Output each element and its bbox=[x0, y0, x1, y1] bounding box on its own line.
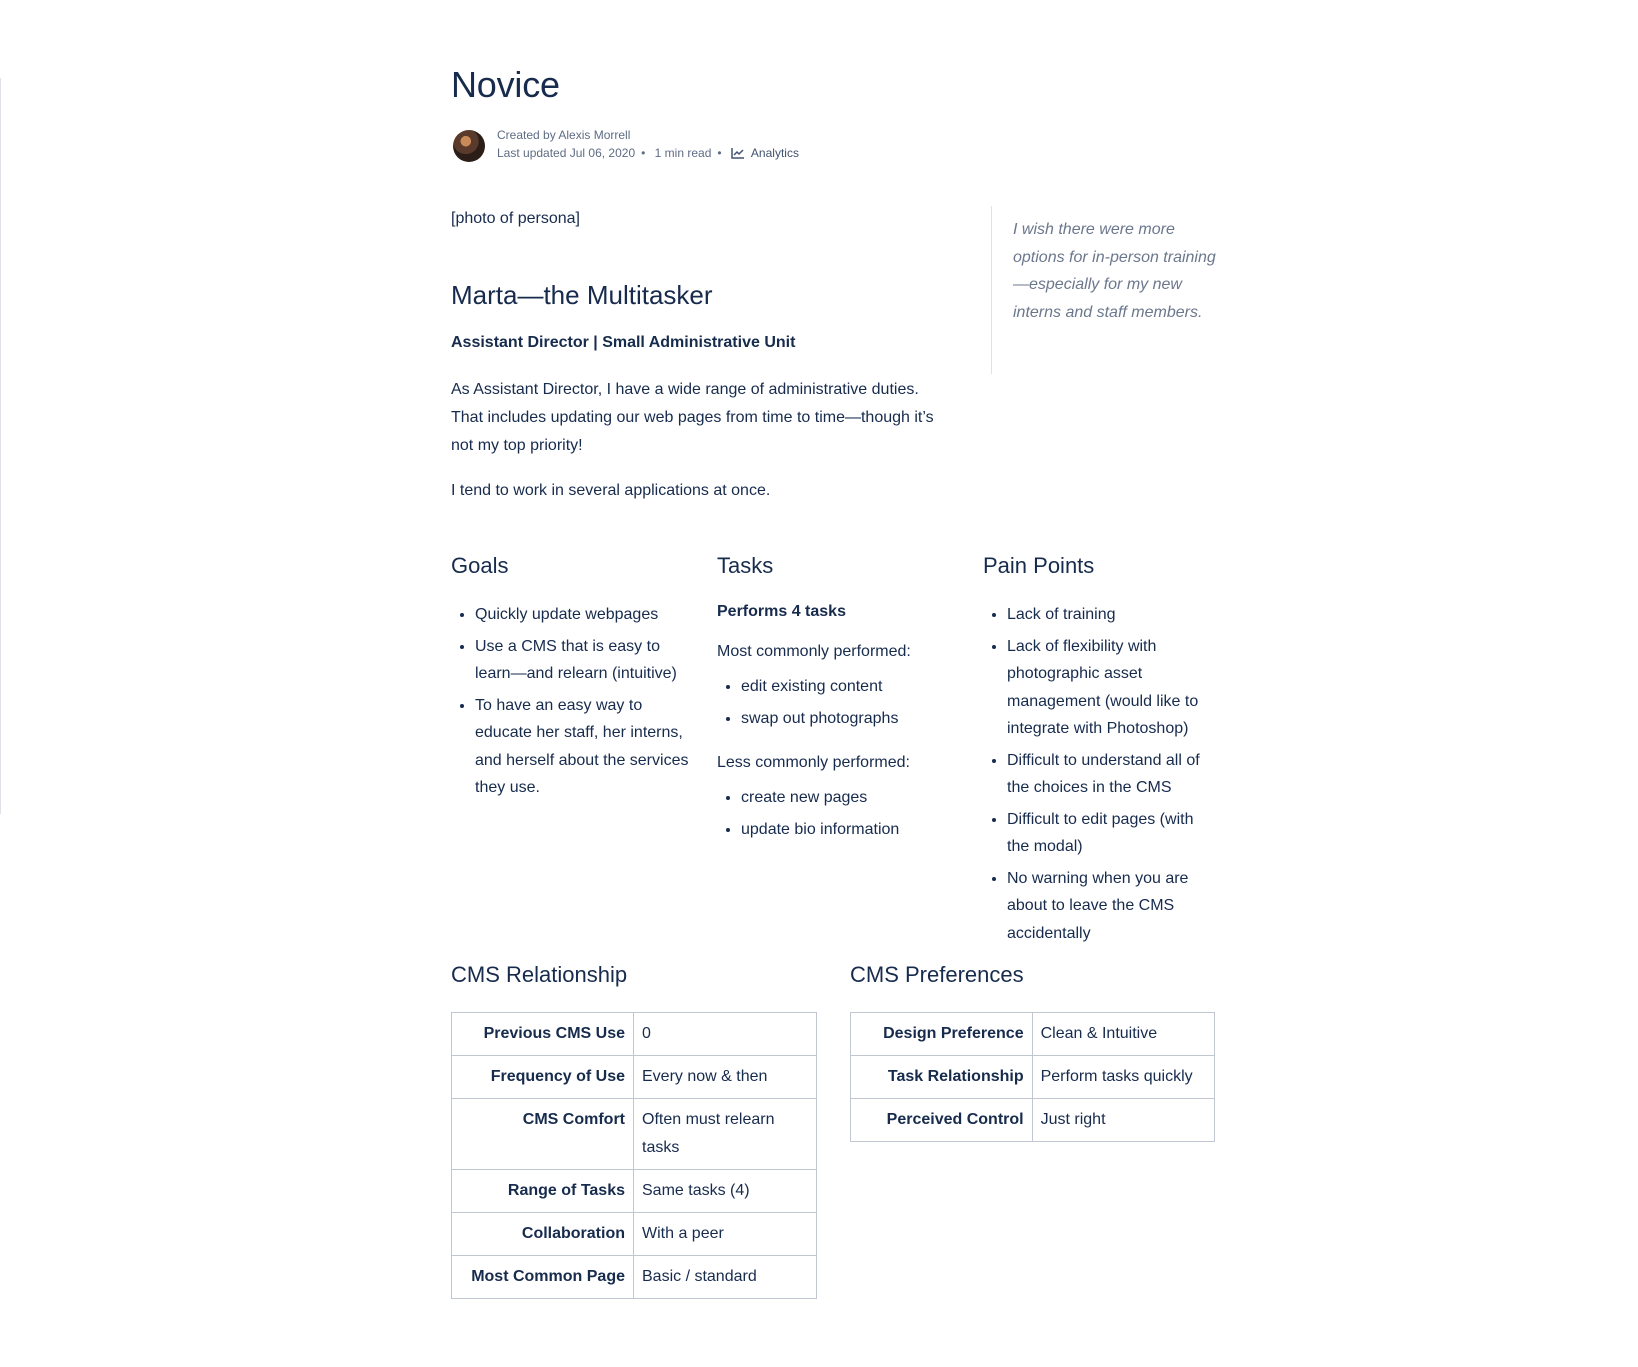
row-value: Perform tasks quickly bbox=[1032, 1056, 1214, 1099]
most-common-label: Most commonly performed: bbox=[717, 643, 911, 660]
pain-points-heading: Pain Points bbox=[983, 553, 1095, 578]
list-item: • Lack of training bbox=[1007, 601, 1215, 629]
row-key: Design Preference bbox=[851, 1013, 1033, 1056]
cms-relationship-heading: CMS Relationship bbox=[451, 962, 628, 987]
row-value: Same tasks (4) bbox=[634, 1170, 817, 1213]
list-item: • No warning when you are about to leave the CMS accidentally bbox=[1007, 865, 1215, 948]
page-title: Novice bbox=[451, 64, 560, 105]
byline: Created by Alexis Morrell Last updated Jul 06, 2020 • 1 min read • Analytics bbox=[451, 128, 951, 164]
row-value: Basic / standard bbox=[634, 1256, 817, 1299]
list-item: • Lack of flexibility with photographic asset management (would like to integrate with Photoshop) bbox=[1007, 633, 1215, 743]
table-row bbox=[452, 1056, 817, 1099]
row-value: Often must relearn tasks bbox=[634, 1099, 817, 1170]
created-by[interactable]: Created by Alexis Morrell bbox=[497, 128, 631, 142]
tasks-summary: Performs 4 tasks bbox=[717, 603, 846, 620]
table-row bbox=[452, 1013, 817, 1056]
table-row bbox=[452, 1256, 817, 1299]
row-value: Just right bbox=[1032, 1099, 1214, 1142]
row-value: Clean & Intuitive bbox=[1032, 1013, 1214, 1056]
less-common-label: Less commonly performed: bbox=[717, 754, 910, 771]
avatar[interactable] bbox=[453, 130, 485, 162]
goals-section bbox=[451, 553, 691, 806]
table-row bbox=[452, 1170, 817, 1213]
last-updated[interactable]: Last updated Jul 06, 2020 bbox=[497, 146, 636, 160]
row-value: Every now & then bbox=[634, 1056, 817, 1099]
cms-preferences-heading: CMS Preferences bbox=[850, 962, 1024, 987]
persona-quote: I wish there were more options for in-person training—especially for my new interns and staff members. bbox=[991, 206, 1223, 374]
list-item: • Difficult to understand all of the choices in the CMS bbox=[1007, 747, 1215, 802]
most-common-list bbox=[717, 673, 957, 732]
work-style-paragraph: I tend to work in several applications at once. bbox=[451, 482, 771, 499]
analytics-label: Analytics bbox=[750, 146, 799, 160]
cms-relationship-table bbox=[451, 1012, 817, 1299]
row-value: 0 bbox=[634, 1013, 817, 1056]
cms-preferences-table bbox=[850, 1012, 1215, 1142]
table-row bbox=[851, 1099, 1215, 1142]
table-row bbox=[452, 1099, 817, 1170]
row-key: Previous CMS Use bbox=[452, 1013, 634, 1056]
list-item: • create new pages bbox=[741, 784, 957, 812]
photo-placeholder: [photo of persona] bbox=[451, 210, 580, 227]
less-common-list bbox=[717, 784, 957, 843]
read-time: 1 min read bbox=[654, 146, 712, 160]
pain-points-list bbox=[983, 601, 1215, 947]
goals-list bbox=[451, 601, 691, 802]
row-key: Perceived Control bbox=[851, 1099, 1033, 1142]
row-value: With a peer bbox=[634, 1213, 817, 1256]
row-key: Task Relationship bbox=[851, 1056, 1033, 1099]
row-key: CMS Comfort bbox=[452, 1099, 634, 1170]
row-key: Range of Tasks bbox=[452, 1170, 634, 1213]
list-item: • Difficult to edit pages (with the modal) bbox=[1007, 806, 1215, 861]
intro-paragraph: As Assistant Director, I have a wide range of administrative duties. That includes updating our web pages from time to time—though it’s not my top priority! bbox=[451, 381, 934, 454]
tasks-section bbox=[717, 553, 957, 847]
table-row bbox=[452, 1213, 817, 1256]
list-item: • edit existing content bbox=[741, 673, 957, 701]
persona-role: Assistant Director | Small Administrative Unit bbox=[451, 334, 796, 351]
goals-heading: Goals bbox=[451, 553, 509, 578]
list-item: • Quickly update webpages bbox=[475, 601, 691, 629]
analytics-link[interactable] bbox=[731, 146, 799, 160]
list-item: • To have an easy way to educate her staff, her interns, and herself about the services they use. bbox=[475, 692, 691, 802]
row-key: Frequency of Use bbox=[452, 1056, 634, 1099]
chart-line-icon bbox=[731, 147, 745, 159]
tasks-heading: Tasks bbox=[717, 553, 774, 578]
left-edge-divider bbox=[0, 78, 1, 814]
table-row bbox=[851, 1056, 1215, 1099]
table-row bbox=[851, 1013, 1215, 1056]
row-key: Collaboration bbox=[452, 1213, 634, 1256]
list-item: • Use a CMS that is easy to learn—and relearn (intuitive) bbox=[475, 633, 691, 688]
list-item: • update bio information bbox=[741, 816, 957, 844]
row-key: Most Common Page bbox=[452, 1256, 634, 1299]
pain-points-section bbox=[983, 553, 1215, 951]
list-item: • swap out photographs bbox=[741, 705, 957, 733]
persona-name: Marta—the Multitasker bbox=[451, 280, 713, 310]
